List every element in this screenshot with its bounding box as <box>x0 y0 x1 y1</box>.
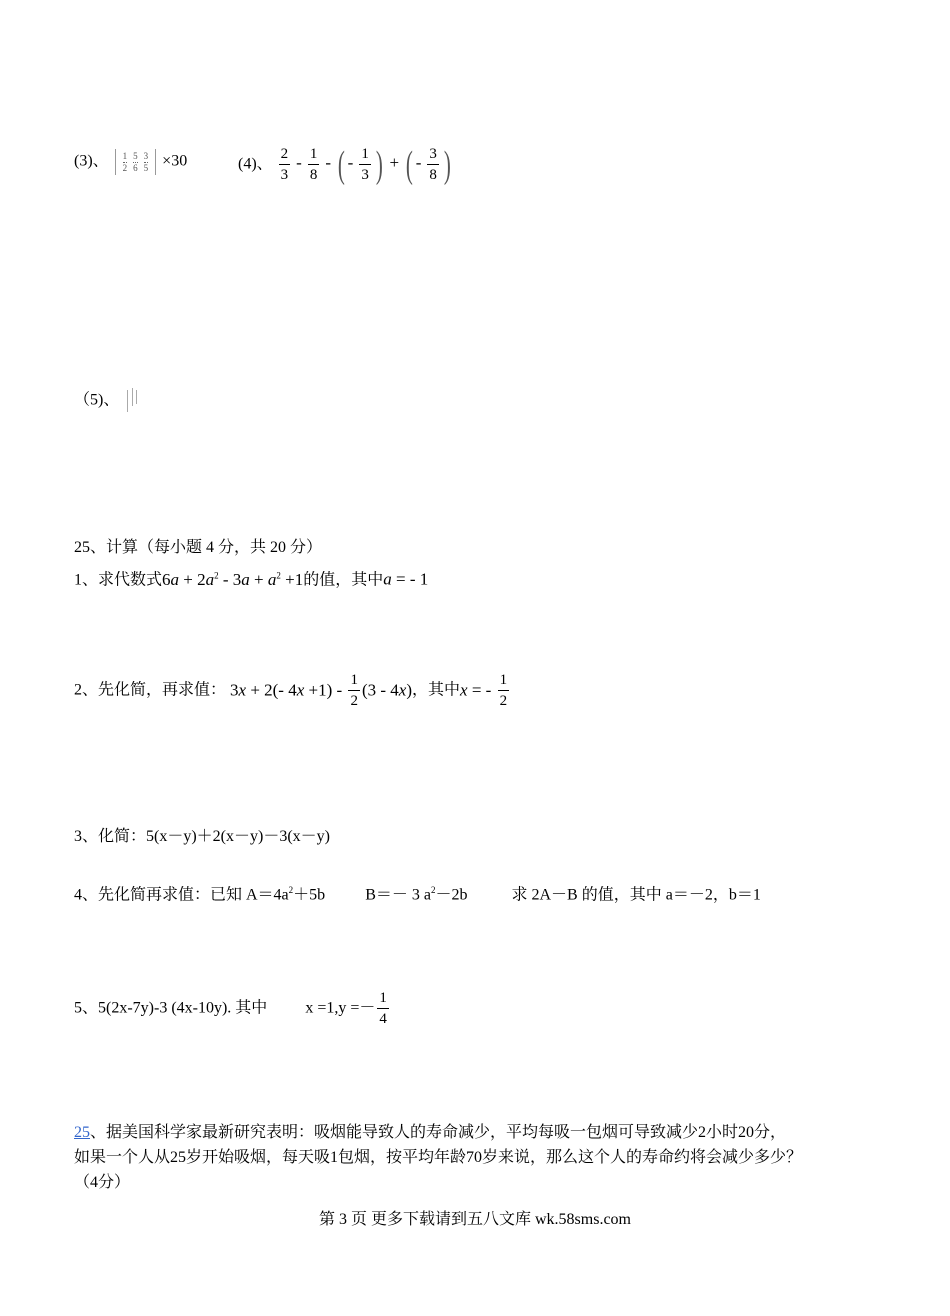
plus-sign: + <box>389 153 400 173</box>
page-footer: 第 3 页 更多下载请到五八文库 wk.58sms.com <box>318 1211 631 1228</box>
item-1 <box>74 565 428 591</box>
item-1-expression: $6a + 2a^2 - 3a + a^2 +1$ <box>162 569 304 589</box>
smoking-problem-line-1 <box>74 1123 786 1143</box>
right-paren: ) <box>443 143 451 186</box>
tiny-fraction: $\frac{5}{6}$ <box>133 150 138 173</box>
smoking-problem-line-2: 如果一个人从25岁开始吸烟，每天吸1包烟，按平均年龄70岁来说，那么这个人的寿命约将会减少多少？ <box>74 1149 803 1166</box>
item-4 <box>74 880 761 905</box>
abs-bar-left <box>115 149 116 175</box>
problem-number-link[interactable]: 25 <box>74 1124 90 1141</box>
problem-3-label: (3)、 <box>74 152 109 170</box>
fraction: $\frac{3}{8}$ <box>429 146 437 183</box>
superscript: 2 <box>288 885 294 895</box>
smoking-problem-text-1: 、据美国科学家最新研究表明：吸烟能导致人的寿命减少，平均每吸一包烟可导致减少2小时20分， <box>90 1124 787 1141</box>
problem-3-tail: ×30 <box>162 152 188 170</box>
item-1-prefix: 1、求代数式 <box>74 571 163 589</box>
problem-4-label: (4)、 <box>238 155 273 173</box>
minus-sign: - <box>325 153 332 173</box>
fraction: $\frac{1}{3}$ <box>361 146 369 183</box>
item-1-condition: a = - 1 <box>383 569 429 589</box>
tiny-fraction: $\frac{1}{2}$ <box>122 150 128 173</box>
smoking-problem-line-3: （4分） <box>74 1174 131 1191</box>
fraction-half: $\frac{1}{2}$ <box>499 672 508 709</box>
item-5 <box>74 988 391 1029</box>
tiny-fraction: $\frac{3}{5}$ <box>143 150 149 173</box>
problem-5-label: （5)、 <box>74 391 120 409</box>
item-2 <box>74 670 511 711</box>
abs-bar-right <box>155 149 156 175</box>
fraction-quarter: $\frac{1}{4}$ <box>379 990 387 1027</box>
item-2-expression-tail: (3 - 4x) <box>361 680 412 700</box>
section-heading: 25、计算（每小题 4 分，共 20 分） <box>74 539 323 556</box>
superscript: 2 <box>430 885 436 895</box>
minus-sign: - <box>415 153 422 173</box>
fraction-half: $\frac{1}{2}$ <box>350 672 358 709</box>
item-4-a: 4、先化简再求值：已知 A＝4a <box>74 886 289 904</box>
fraction: $\frac{1}{8}$ <box>309 146 318 183</box>
item-4-e: 求 2A－B 的值，其中 a＝－2，b＝1 <box>511 886 761 904</box>
item-2-condition: x = - <box>460 680 496 700</box>
problem-4 <box>238 144 454 185</box>
minus-sign: - <box>347 153 354 173</box>
minus-sign: - <box>296 153 302 173</box>
fraction: $\frac{2}{3}$ <box>280 146 289 183</box>
broken-formula-image <box>123 388 141 414</box>
problem-5 <box>74 388 141 414</box>
left-paren: ( <box>405 143 413 186</box>
item-4-b: ＋5b <box>293 886 326 904</box>
item-1-mid: 的值，其中 <box>303 571 384 589</box>
left-paren: ( <box>337 143 345 186</box>
item-4-d: －2b <box>435 886 468 904</box>
item-2-expression: 3x + 2(- 4x +1) - <box>230 680 347 700</box>
right-paren: ) <box>375 143 383 186</box>
item-5-text: 5、5(2x-7y)-3 (4x-10y). 其中 <box>74 999 268 1017</box>
item-2-mid: ，其中 <box>412 681 461 699</box>
problem-3 <box>74 149 187 175</box>
item-3: 3、化简：5(x－y)＋2(x－y)－3(x－y) <box>74 828 330 845</box>
item-2-prefix: 2、先化简，再求值： <box>74 681 227 699</box>
item-4-c: B＝－ 3 a <box>365 886 431 904</box>
item-5-condition: x =1,y =－ <box>305 999 376 1017</box>
